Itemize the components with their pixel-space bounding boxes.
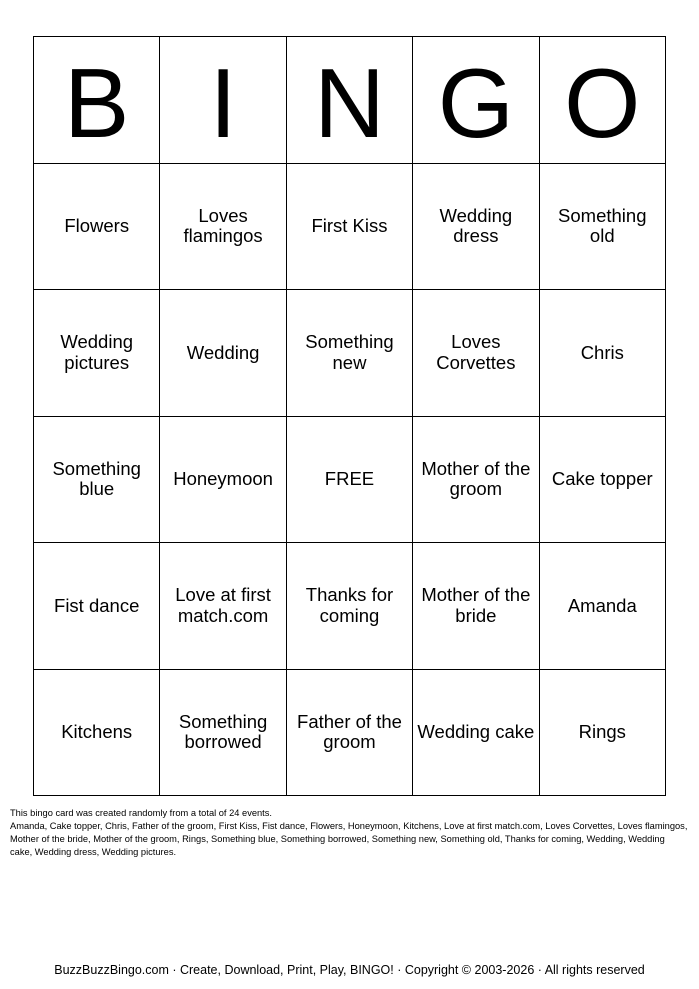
bingo-cell: Wedding pictures <box>34 290 160 417</box>
bingo-cell: Love at first match.com <box>160 543 286 670</box>
bingo-cell: Rings <box>539 669 665 796</box>
bingo-cell: Something borrowed <box>160 669 286 796</box>
bingo-cell: Chris <box>539 290 665 417</box>
bingo-row <box>34 163 666 290</box>
bingo-cell: Kitchens <box>34 669 160 796</box>
bingo-cell: Wedding <box>160 290 286 417</box>
free-space-cell: FREE <box>286 416 412 543</box>
bingo-row <box>34 543 666 670</box>
bingo-cell: Flowers <box>34 163 160 290</box>
bingo-cell: Fist dance <box>34 543 160 670</box>
header-letter-n: N <box>286 37 412 164</box>
bingo-cell: Loves flamingos <box>160 163 286 290</box>
bingo-cell: Amanda <box>539 543 665 670</box>
bingo-cell: Something blue <box>34 416 160 543</box>
header-letter-i: I <box>160 37 286 164</box>
bingo-row <box>34 290 666 417</box>
card-summary-text: This bingo card was created randomly from a total of 24 events. <box>10 808 272 818</box>
bingo-cell: Mother of the bride <box>413 543 539 670</box>
header-letter-g: G <box>413 37 539 164</box>
bingo-row <box>34 416 666 543</box>
bingo-cell: First Kiss <box>286 163 412 290</box>
bingo-cell: Father of the groom <box>286 669 412 796</box>
bingo-cell: Cake topper <box>539 416 665 543</box>
bingo-cell: Something new <box>286 290 412 417</box>
bingo-cell: Honeymoon <box>160 416 286 543</box>
bingo-cell: Mother of the groom <box>413 416 539 543</box>
header-letter-b: B <box>34 37 160 164</box>
event-list-text: Amanda, Cake topper, Chris, Father of the groom, First Kiss, Fist dance, Flowers, Honeymoon, Kitchens, Love at first match.com, Loves Corvettes, Loves flamingos, Mother of the bride, Mother of the groom, Rings, Something blue, Something borrowed, Something new, Something old, Thanks for coming, Wedding, Wedding cake, Wedding dress, Wedding pictures. <box>10 821 688 857</box>
bingo-card <box>33 36 666 796</box>
card-notes <box>10 807 688 859</box>
bingo-cell: Something old <box>539 163 665 290</box>
footer-text: BuzzBuzzBingo.com · Create, Download, Print, Play, BINGO! · Copyright © 2003-2026 · All rights reserved <box>54 963 645 977</box>
bingo-cell: Wedding cake <box>413 669 539 796</box>
header-letter-o: O <box>539 37 665 164</box>
bingo-cell: Wedding dress <box>413 163 539 290</box>
bingo-cell: Loves Corvettes <box>413 290 539 417</box>
bingo-row <box>34 669 666 796</box>
bingo-cell: Thanks for coming <box>286 543 412 670</box>
header-row <box>34 37 666 164</box>
